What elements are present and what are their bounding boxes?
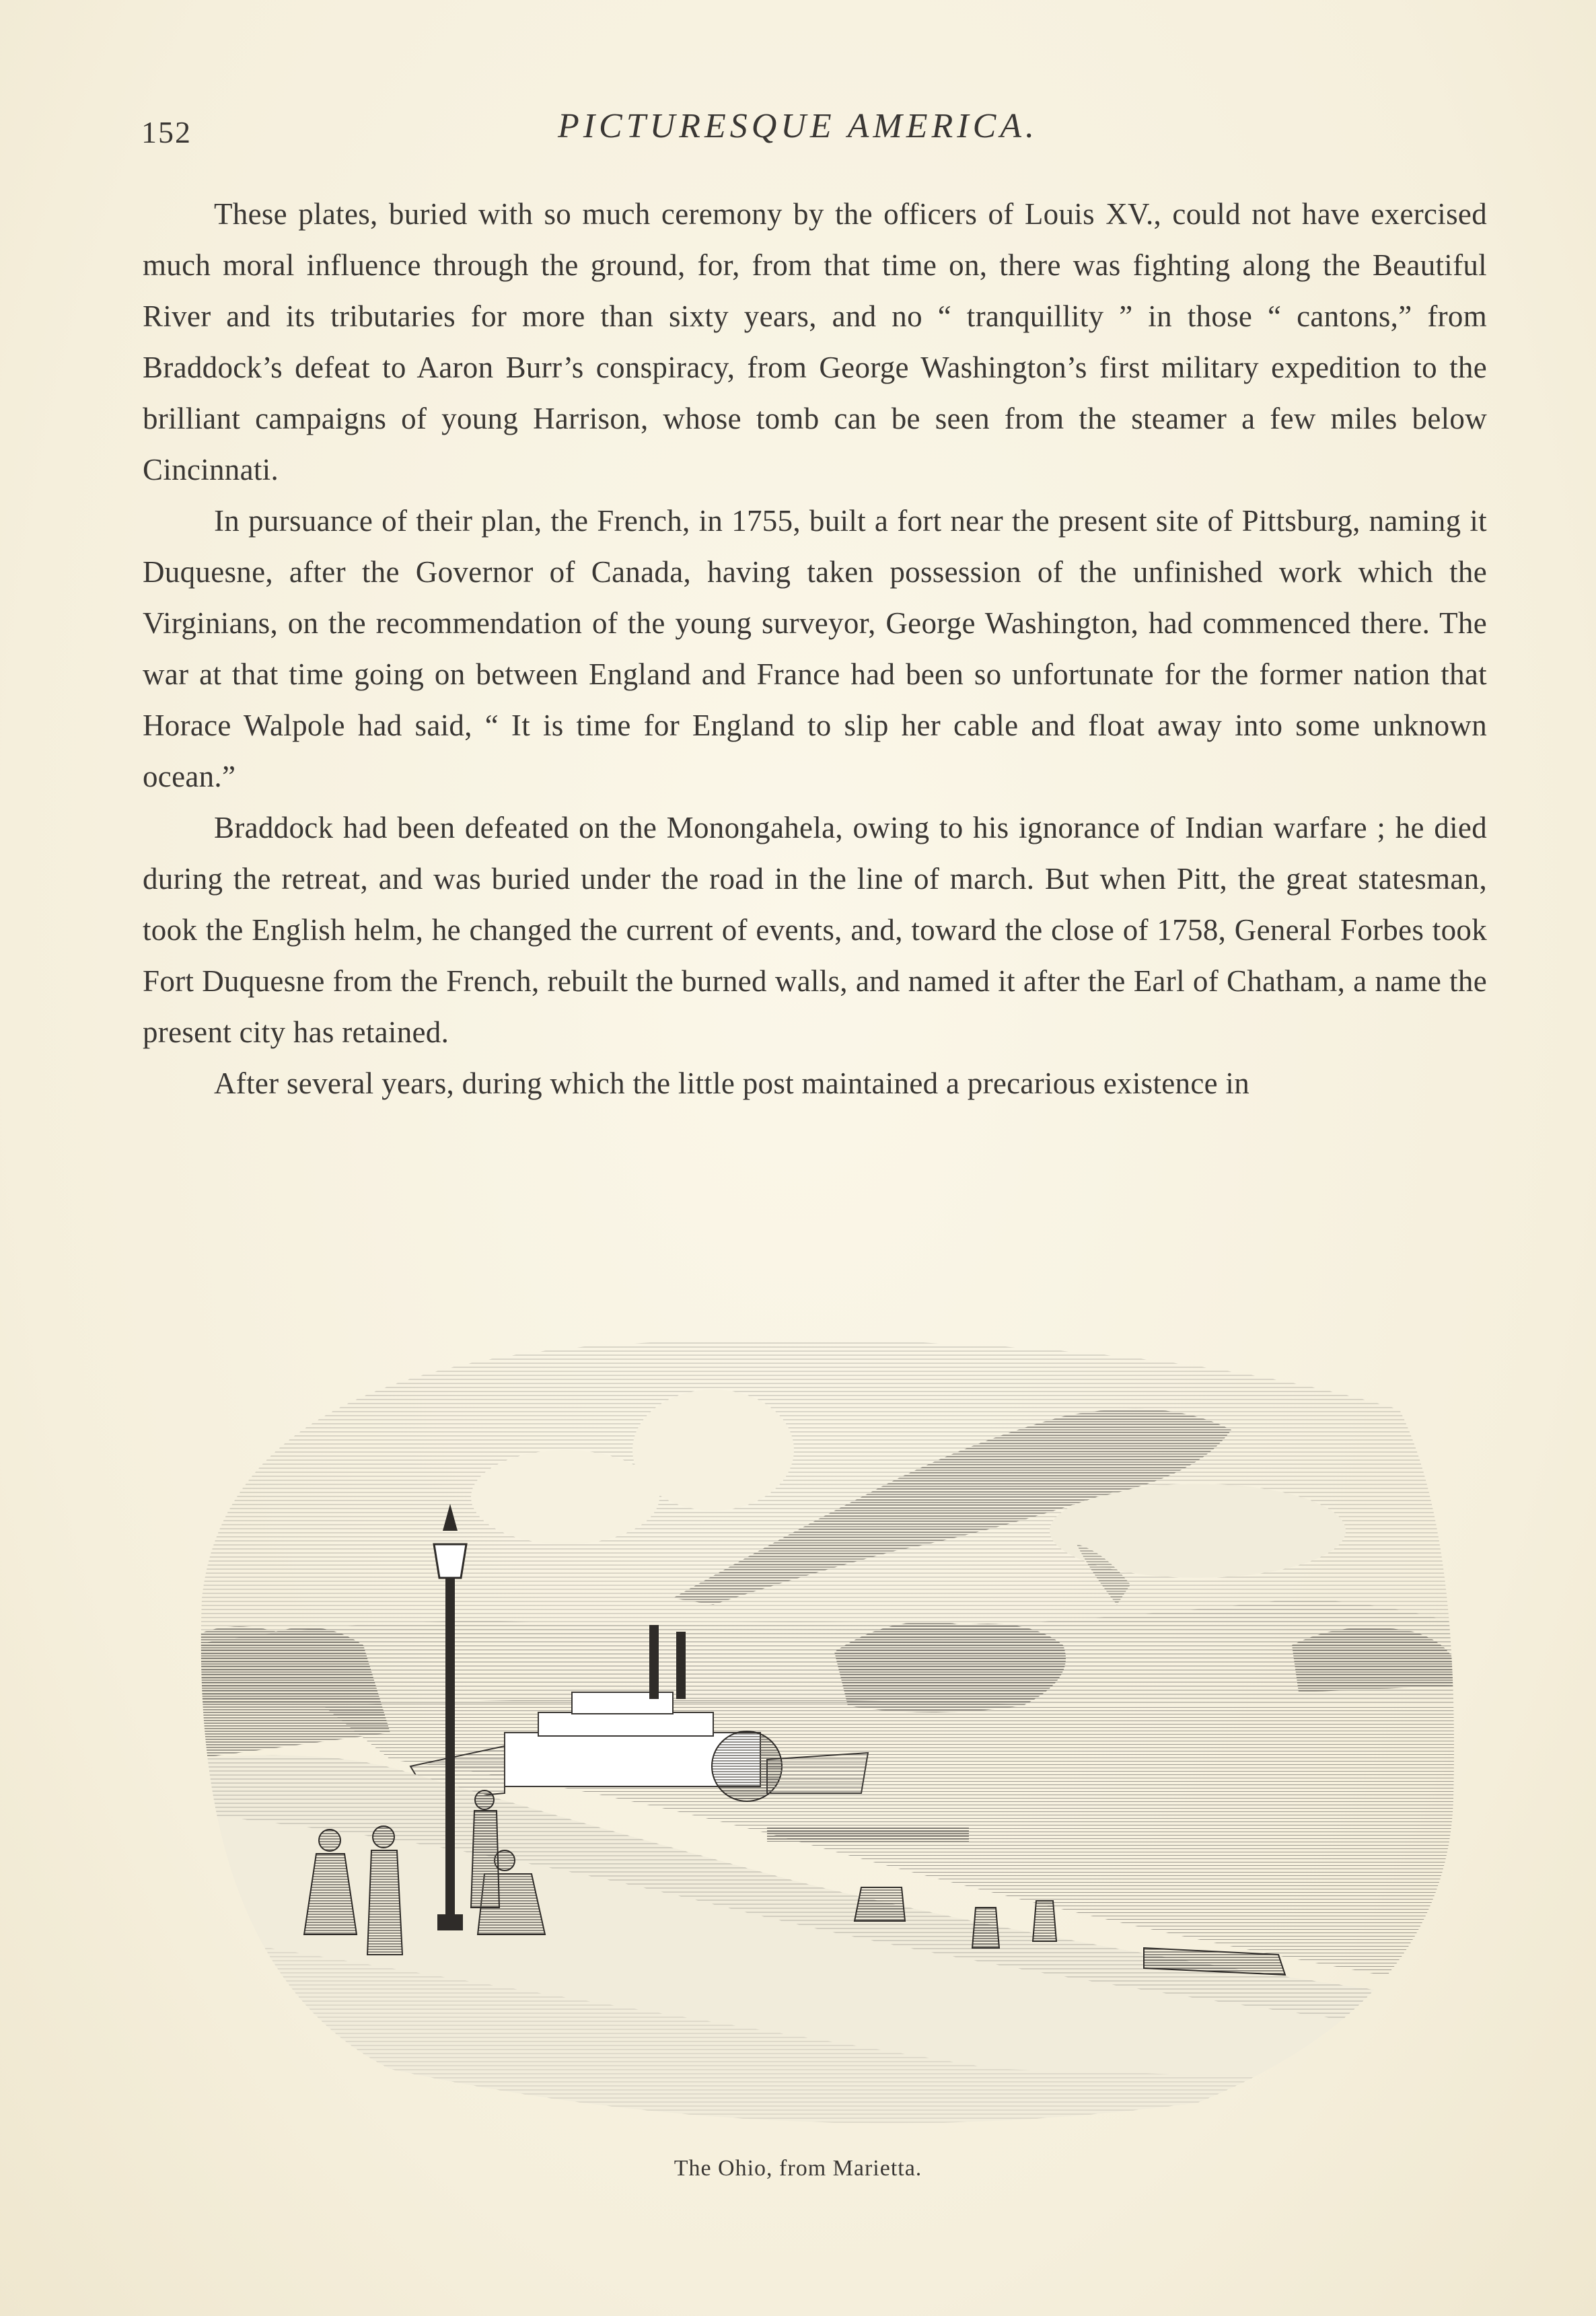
engraving-svg xyxy=(188,1329,1460,2136)
engraving-illustration xyxy=(188,1329,1460,2136)
body-text xyxy=(143,188,1487,1109)
figure-caption: The Ohio, from Marietta. xyxy=(674,2156,922,2181)
paragraph-4: After several years, during which the little post maintained a precarious existence in xyxy=(214,1066,1250,1100)
paragraph-1: These plates, buried with so much ceremony by the officers of Louis XV., could not have exercised much moral influence through the ground, for, from that time on, there was fighting along the Beautiful River and its tributaries for more than sixty years, and no “ tranquillity ” in those “ cantons,” from Braddock’s defeat to Aaron Burr’s conspiracy, from George Washington’s first military expedition to the brilliant campaigns of young Harrison, whose tomb can be seen from the steamer a few miles below Cincinnati. xyxy=(143,197,1487,486)
paragraph-2: In pursuance of their plan, the French, in 1755, built a fort near the present site of Pittsburg, naming it Duquesne, after the Governor of Canada, having taken possession of the unfinished work which the Virginians, on the recommendation of the young surveyor, George Washington, had commenced there. The war at that time going on between England and France had been so unfortunate for the former nation that Horace Walpole had said, “ It is time for England to slip her cable and float away into some unknown ocean.” xyxy=(143,504,1487,793)
running-head: PICTURESQUE AMERICA. xyxy=(557,107,1039,145)
paragraph-3: Braddock had been defeated on the Monongahela, owing to his ignorance of Indian warfare ; he died during the retreat, and was buried under the road in the line of march. But when Pitt, the great statesman, took the English helm, he changed the current of events, and, toward the close of 1758, General Forbes took Fort Duquesne from the French, rebuilt the burned walls, and named it after the Earl of Chatham, a name the present city has retained. xyxy=(143,811,1487,1049)
page-number: 152 xyxy=(141,115,192,149)
